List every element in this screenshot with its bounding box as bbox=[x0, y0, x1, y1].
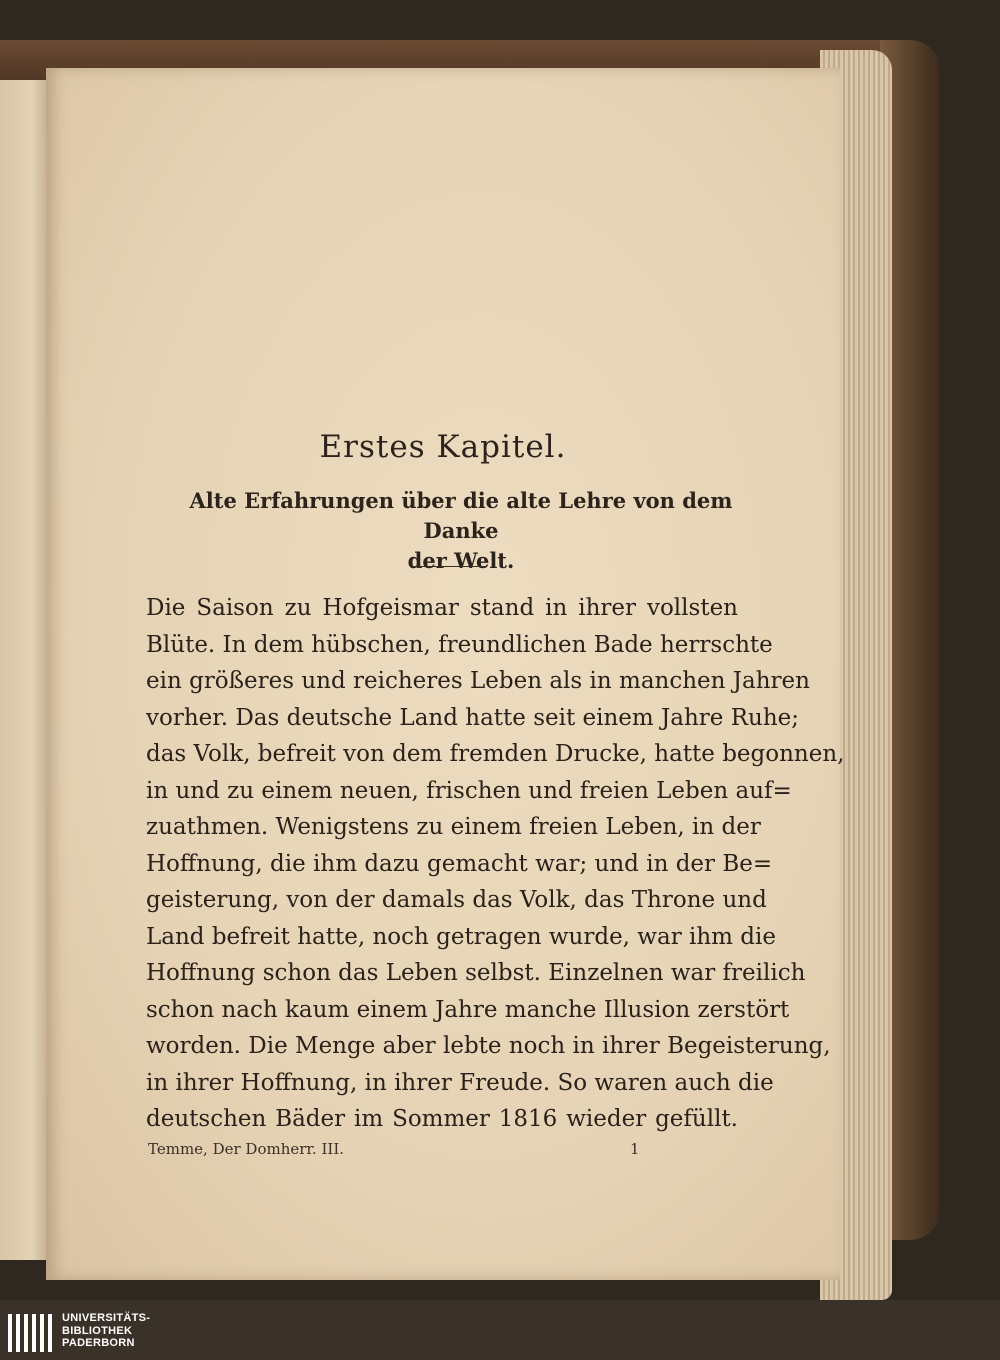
left-page-edge bbox=[0, 80, 46, 1260]
text-line: schon nach kaum einem Jahre manche Illusion zerstört bbox=[146, 996, 790, 1023]
page-number: 1 bbox=[630, 1140, 640, 1158]
text-line: zuathmen. Wenigstens zu einem freien Leben, in der bbox=[146, 814, 761, 840]
text-line: ein größeres und reicheres Leben als in manchen Jahren bbox=[146, 668, 810, 694]
text-line: deutschen Bäder im Sommer 1816 wieder gefüllt. bbox=[146, 1106, 738, 1132]
text-line: das Volk, befreit von dem fremden Drucke, hatte begonnen, bbox=[146, 741, 845, 767]
chapter-title: Erstes Kapitel. bbox=[319, 429, 567, 465]
library-logo-line: PADERBORN bbox=[62, 1337, 135, 1349]
section-rule bbox=[412, 566, 486, 567]
text-line: geisterung, von der damals das Volk, das Throne und bbox=[146, 887, 767, 913]
text-line: vorher. Das deutsche Land hatte seit einem Jahre Ruhe; bbox=[146, 704, 799, 731]
book-page bbox=[46, 68, 845, 1280]
text-line: Land befreit hatte, noch getragen wurde, war ihm die bbox=[146, 923, 776, 950]
printer-signature: Temme, Der Domherr. III. bbox=[148, 1140, 345, 1158]
library-logo bbox=[8, 1310, 208, 1354]
text-line: Hoffnung schon das Leben selbst. Einzelnen war freilich bbox=[146, 960, 806, 986]
text-line: Die Saison zu Hofgeismar stand in ihrer vollsten bbox=[146, 595, 738, 621]
text-line: Hoffnung, die ihm dazu gemacht war; und in der Be= bbox=[146, 850, 773, 877]
library-logo-line: UNIVERSITÄTS- bbox=[62, 1312, 151, 1324]
chapter-subtitle-line: der Welt. bbox=[407, 548, 515, 573]
chapter-subtitle-line: Alte Erfahrungen über die alte Lehre von dem Danke bbox=[189, 488, 733, 543]
text-line: in und zu einem neuen, frischen und freien Leben auf= bbox=[146, 777, 792, 804]
text-line: Blüte. In dem hübschen, freundlichen Bade herrschte bbox=[146, 631, 773, 658]
chapter-subtitle bbox=[166, 486, 756, 576]
text-line: worden. Die Menge aber lebte noch in ihrer Begeisterung, bbox=[146, 1033, 831, 1059]
library-logo-text bbox=[62, 1312, 150, 1350]
library-logo-icon bbox=[8, 1314, 54, 1352]
library-logo-line: BIBLIOTHEK bbox=[62, 1324, 133, 1337]
body-text bbox=[146, 590, 845, 1138]
text-line: in ihrer Hoffnung, in ihrer Freude. So waren auch die bbox=[146, 1069, 774, 1096]
